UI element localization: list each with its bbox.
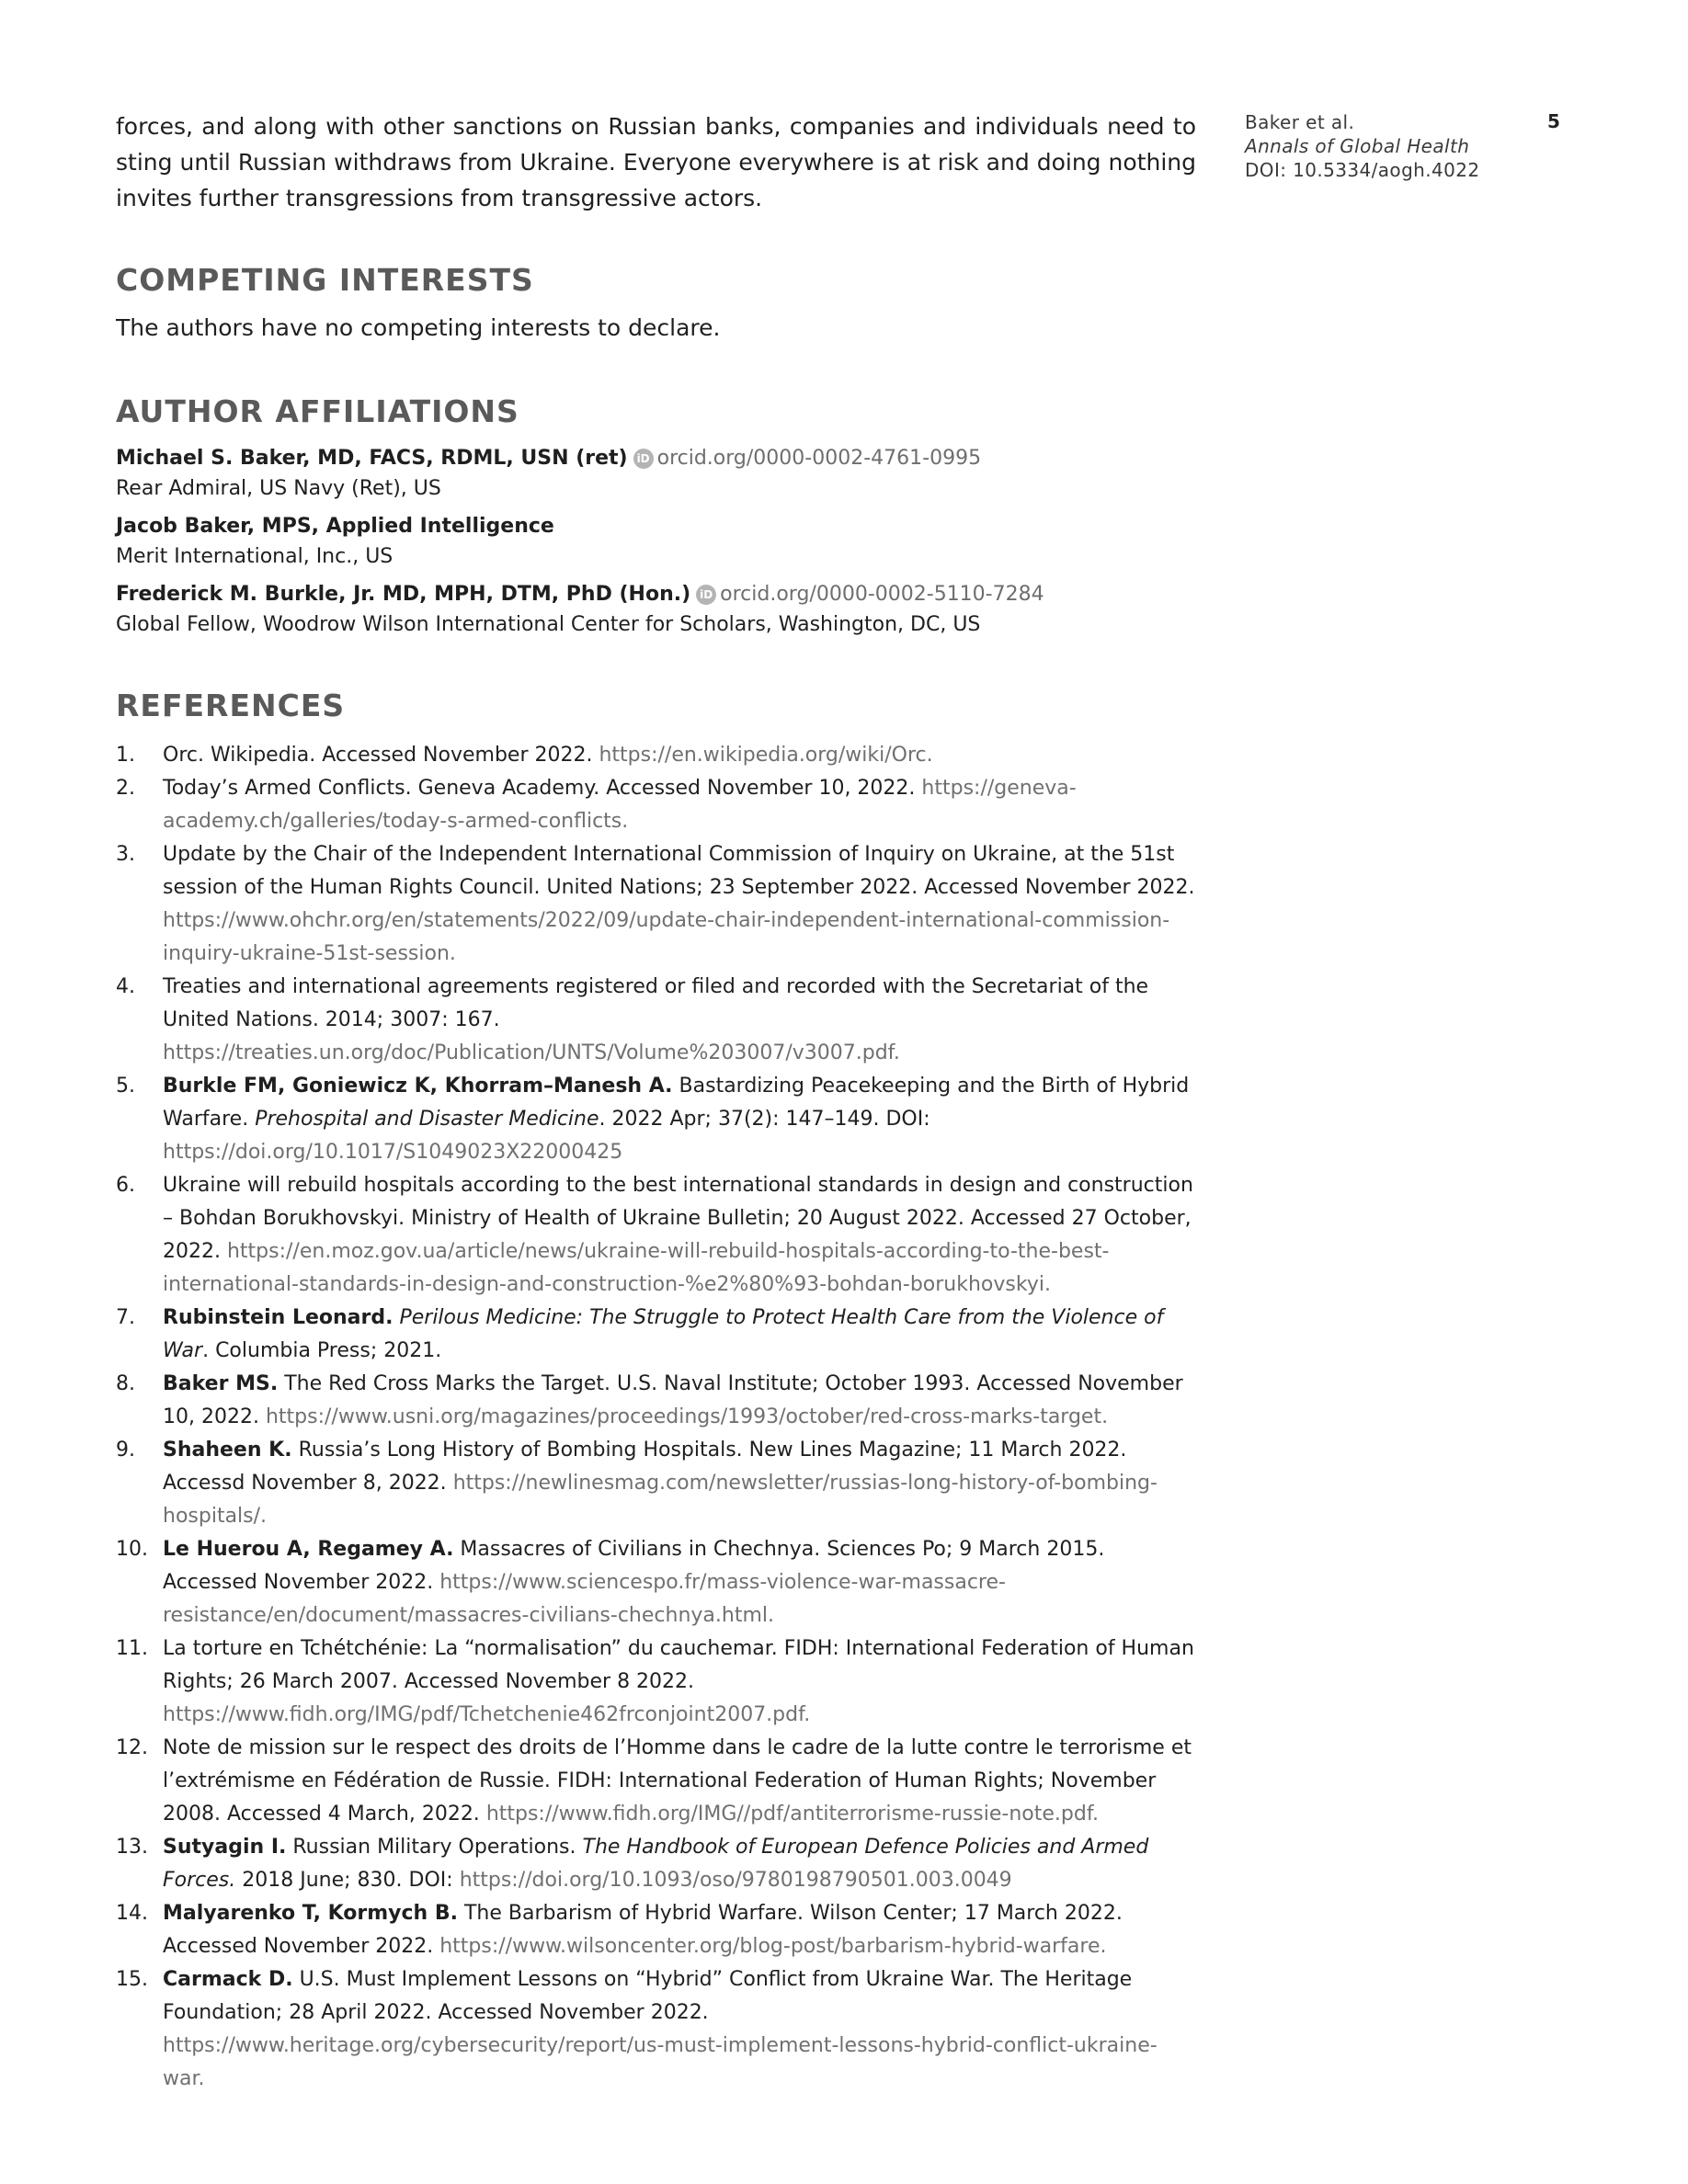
reference-authors: Rubinstein Leonard.: [163, 1306, 393, 1329]
reference-details: . 2022 Apr; 37(2): 147–149. DOI:: [599, 1108, 930, 1131]
reference-number: 15.: [116, 1968, 148, 1991]
reference-item: [116, 1368, 1196, 1434]
orcid-icon: iD: [633, 449, 654, 469]
reference-details: . Columbia Press; 2021.: [202, 1339, 442, 1362]
reference-link[interactable]: https://www.ohchr.org/en/statements/2022/09/update-chair-independent-international-commission-inquiry-ukraine-51st-session.: [163, 909, 1170, 965]
reference-link[interactable]: https://doi.org/10.1093/oso/9780198790501.003.0049: [459, 1869, 1012, 1892]
reference-link[interactable]: https://doi.org/10.1017/S1049023X22000425: [163, 1141, 623, 1164]
references-heading: REFERENCES: [116, 688, 346, 723]
reference-title: Bastardizing Peacekeeping and the Birth of Hybrid Warfare.: [163, 1075, 1190, 1131]
reference-number: 12.: [116, 1736, 148, 1759]
reference-item: [116, 739, 1196, 772]
reference-link[interactable]: https://www.usni.org/magazines/proceedings/1993/october/red-cross-marks-target.: [265, 1405, 1109, 1428]
reference-title: U.S. Must Implement Lessons on “Hybrid” Conflict from Ukraine War. The Heritage Foundation; 28 April 2022. Accessed November 2022.: [163, 1968, 1133, 2024]
reference-title: Update by the Chair of the Independent International Commission of Inquiry on Ukraine, at the 51st session of the Human Rights Council. United Nations; 23 September 2022. Accessed November 2022.: [163, 843, 1195, 899]
page-number: 5: [1547, 110, 1560, 132]
reference-journal: Perilous Medicine: The Struggle to Protect Health Care from the Violence of War: [163, 1306, 1164, 1362]
reference-item: [116, 1434, 1196, 1533]
reference-item: [116, 838, 1196, 971]
reference-number: 3.: [116, 843, 135, 866]
orcid-icon: iD: [696, 585, 716, 605]
reference-authors: Malyarenko T, Kormych B.: [163, 1902, 458, 1925]
author-affiliation: Global Fellow, Woodrow Wilson International Center for Scholars, Washington, DC, US: [116, 613, 981, 636]
author-affiliations-section: [116, 393, 1196, 640]
reference-item: [116, 1302, 1196, 1368]
reference-number: 9.: [116, 1439, 135, 1462]
references-section: [116, 688, 1196, 2096]
reference-number: 4.: [116, 975, 135, 998]
reference-item: [116, 1070, 1196, 1169]
header-doi: DOI: 10.5334/aogh.4022: [1245, 159, 1480, 181]
reference-title: Today’s Armed Conflicts. Geneva Academy. Accessed November 10, 2022.: [163, 777, 916, 800]
reference-item: [116, 1169, 1196, 1302]
reference-number: 6.: [116, 1174, 135, 1197]
orcid-link[interactable]: orcid.org/0000-0002-5110-7284: [720, 583, 1044, 606]
reference-link[interactable]: https://www.heritage.org/cybersecurity/report/us-must-implement-lessons-hybrid-conflict-ukraine-war.: [163, 2034, 1158, 2090]
reference-title: Massacres of Civilians in Chechnya. Sciences Po; 9 March 2015. Accessed November 2022.: [163, 1538, 1105, 1594]
reference-item: [116, 1533, 1196, 1632]
reference-authors: Burkle FM, Goniewicz K, Khorram–Manesh A.: [163, 1075, 673, 1098]
main-content: [116, 108, 1196, 2096]
author-affiliation: Merit International, Inc., US: [116, 545, 393, 568]
reference-link[interactable]: https://en.moz.gov.ua/article/news/ukraine-will-rebuild-hospitals-according-to-the-best-international-standards-in-design-and-construction-%e2%80%93-bohdan-borukhovskyi.: [163, 1240, 1110, 1296]
competing-interests-text: The authors have no competing interests to declare.: [116, 314, 721, 341]
reference-journal: The Handbook of European Defence Policies and Armed Forces.: [163, 1836, 1149, 1892]
reference-authors: Carmack D.: [163, 1968, 293, 1991]
author-name: Michael S. Baker, MD, FACS, RDML, USN (ret): [116, 447, 628, 470]
reference-title: Orc. Wikipedia. Accessed November 2022.: [163, 744, 593, 767]
competing-interests-heading: COMPETING INTERESTS: [116, 262, 534, 298]
reference-item: [116, 971, 1196, 1070]
reference-authors: Sutyagin I.: [163, 1836, 287, 1859]
author-entry: [116, 511, 1196, 572]
reference-title: Russia’s Long History of Bombing Hospitals. New Lines Magazine; 11 March 2022. Accessd November 8, 2022.: [163, 1439, 1127, 1495]
reference-link[interactable]: https://www.fidh.org/IMG/pdf/Tchetchenie462frconjoint2007.pdf.: [163, 1703, 811, 1726]
reference-item: [116, 1632, 1196, 1732]
reference-item: [116, 1732, 1196, 1831]
reference-link[interactable]: https://geneva-academy.ch/galleries/today-s-armed-conflicts.: [163, 777, 1077, 833]
reference-link[interactable]: https://www.fidh.org/IMG//pdf/antiterrorisme-russie-note.pdf.: [485, 1803, 1099, 1826]
reference-link[interactable]: https://newlinesmag.com/newsletter/russias-long-history-of-bombing-hospitals/.: [163, 1472, 1158, 1528]
reference-journal: Prehospital and Disaster Medicine: [255, 1108, 599, 1131]
reference-authors: Le Huerou A, Regamey A.: [163, 1538, 454, 1561]
reference-number: 7.: [116, 1306, 135, 1329]
reference-authors: Baker MS.: [163, 1372, 279, 1395]
header-authors: Baker et al.: [1245, 111, 1355, 133]
header-journal: Annals of Global Health: [1245, 135, 1470, 157]
author-entry: [116, 579, 1196, 640]
reference-link[interactable]: https://www.sciencespo.fr/mass-violence-war-massacre-resistance/en/document/massacres-civilians-chechnya.html.: [163, 1571, 1006, 1627]
reference-number: 5.: [116, 1075, 135, 1098]
reference-list: [116, 739, 1196, 2096]
intro-paragraph: forces, and along with other sanctions on Russian banks, companies and individuals need to sting until Russian withdraws from Ukraine. Everyone everywhere is at risk and doing nothing invites further transgressions from transgressive actors.: [116, 113, 1196, 211]
reference-number: 10.: [116, 1538, 148, 1561]
reference-item: [116, 1963, 1196, 2096]
reference-number: 8.: [116, 1372, 135, 1395]
running-header: [1245, 110, 1480, 182]
author-name: Jacob Baker, MPS, Applied Intelligence: [116, 515, 554, 538]
reference-title: The Red Cross Marks the Target. U.S. Naval Institute; October 1993. Accessed November 10, 2022.: [163, 1372, 1183, 1428]
reference-link[interactable]: https://treaties.un.org/doc/Publication/UNTS/Volume%203007/v3007.pdf.: [163, 1041, 900, 1064]
reference-number: 1.: [116, 744, 135, 767]
author-name: Frederick M. Burkle, Jr. MD, MPH, DTM, PhD (Hon.): [116, 583, 691, 606]
reference-item: [116, 1897, 1196, 1963]
author-affiliations-heading: AUTHOR AFFILIATIONS: [116, 393, 519, 429]
reference-details: 2018 June; 830. DOI:: [242, 1869, 453, 1892]
orcid-link[interactable]: orcid.org/0000-0002-4761-0995: [656, 447, 982, 470]
reference-item: [116, 772, 1196, 838]
reference-title: La torture en Tchétchénie: La “normalisation” du cauchemar. FIDH: International Federation of Human Rights; 26 March 2007. Accessed November 8 2022.: [163, 1637, 1194, 1693]
reference-title: Note de mission sur le respect des droits de l’Homme dans le cadre de la lutte contre le terrorisme et l’extrémisme en Fédération de Russie. FIDH: International Federation of Human Rights; November 2008. Accessed 4 March, 2022.: [163, 1736, 1192, 1826]
reference-item: [116, 1831, 1196, 1897]
author-entry: [116, 443, 1196, 504]
reference-number: 11.: [116, 1637, 148, 1660]
reference-title: Russian Military Operations.: [292, 1836, 576, 1859]
reference-title: Treaties and international agreements registered or filed and recorded with the Secretariat of the United Nations. 2014; 3007: 167.: [163, 975, 1149, 1031]
reference-link[interactable]: https://www.wilsoncenter.org/blog-post/barbarism-hybrid-warfare.: [439, 1935, 1107, 1958]
reference-title: The Barbarism of Hybrid Warfare. Wilson Center; 17 March 2022. Accessed November 2022.: [163, 1902, 1123, 1958]
competing-interests-section: [116, 262, 1196, 346]
reference-number: 2.: [116, 777, 135, 800]
author-affiliation: Rear Admiral, US Navy (Ret), US: [116, 477, 441, 500]
reference-link[interactable]: https://en.wikipedia.org/wiki/Orc.: [599, 744, 933, 767]
reference-authors: Shaheen K.: [163, 1439, 292, 1462]
affiliation-list: [116, 443, 1196, 640]
reference-number: 13.: [116, 1836, 148, 1859]
reference-title: Ukraine will rebuild hospitals according to the best international standards in design and construction – Bohdan Borukhovskyi. Ministry of Health of Ukraine Bulletin; 20 August 2022. Accessed 27 October, 2022.: [163, 1174, 1193, 1263]
reference-number: 14.: [116, 1902, 148, 1925]
